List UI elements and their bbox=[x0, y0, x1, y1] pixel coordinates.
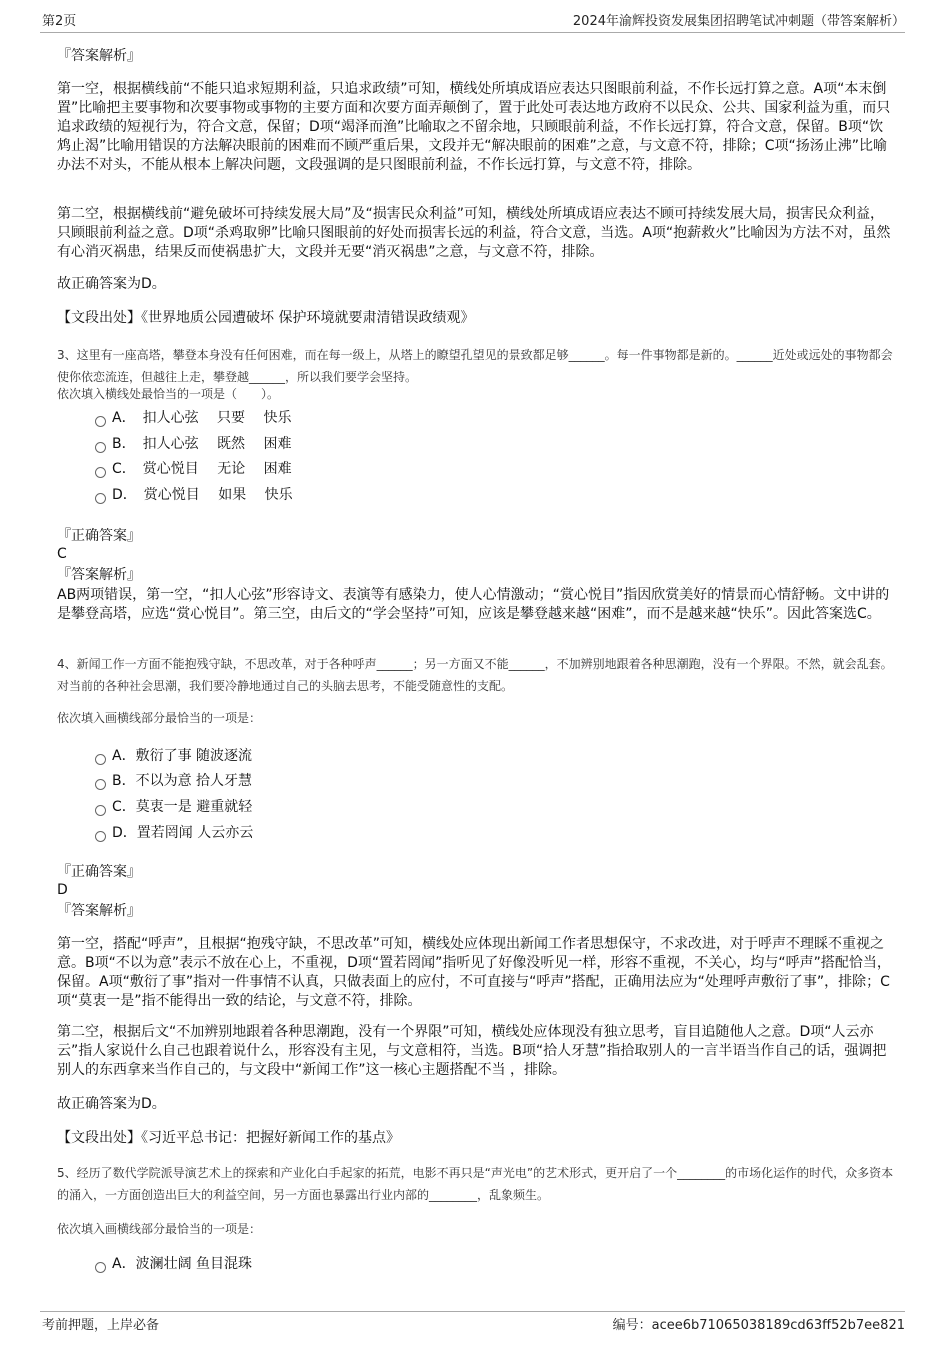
answer-heading: 『正确答案』 bbox=[57, 864, 141, 880]
conclusion: 故正确答案为D。 bbox=[57, 276, 166, 292]
question-prompt: 依次填入横线处最恰当的一项是（ ）。 bbox=[57, 387, 280, 401]
conclusion: 故正确答案为D。 bbox=[57, 1096, 166, 1112]
radio-icon[interactable] bbox=[95, 416, 106, 427]
radio-icon[interactable] bbox=[95, 442, 106, 453]
analysis-heading: 『答案解析』 bbox=[57, 903, 141, 919]
option-b[interactable]: B．不以为意 拾人牙慧 bbox=[95, 771, 252, 791]
footer-slogan: 考前押题，上岸必备 bbox=[42, 1318, 160, 1333]
radio-icon[interactable] bbox=[95, 831, 106, 842]
analysis-heading: 『答案解析』 bbox=[57, 567, 141, 583]
option-c[interactable]: C．莫衷一是 避重就轻 bbox=[95, 797, 252, 817]
option-a[interactable]: A． 扣人心弦 只要 快乐 bbox=[95, 408, 291, 428]
analysis-heading: 『答案解析』 bbox=[57, 48, 141, 64]
answer-heading: 『正确答案』 bbox=[57, 528, 141, 544]
answer: D bbox=[57, 882, 68, 898]
option-b[interactable]: B． 扣人心弦 既然 困难 bbox=[95, 434, 292, 454]
document-title: 2024年渝辉投资发展集团招聘笔试冲刺题（带答案解析） bbox=[572, 14, 905, 29]
option-c[interactable]: C． 赏心悦目 无论 困难 bbox=[95, 459, 292, 479]
analysis-paragraph: 第二空，根据后文“不加辨别地跟着各种思潮跑，没有一个界限”可知，横线处应体现没有独立思考，盲目追随他人之意。D项“人云亦云”指人家说什么自己也跟着说什么，形容没有主见，与文意相符，当选。B项“拾人牙慧”指拾取别人的一言半语当作自己的话，强调把别人的东西拿来当作自己的，与文段中“新闻工作”这一核心主题搭配不当 ，排除。 bbox=[57, 1024, 887, 1078]
question-prompt: 依次填入画横线部分最恰当的一项是： bbox=[57, 711, 262, 725]
radio-icon[interactable] bbox=[95, 493, 106, 504]
question-stem: 3、这里有一座高塔，攀登本身没有任何困难，而在每一级上，从塔上的瞭望孔望见的景致都足够______。每一件事物都是新的。______近处或远处的事物都会使你依恋流连，但越往上走，攀登越______，所以我们要学会坚持。 bbox=[57, 348, 893, 384]
header-divider bbox=[40, 32, 905, 33]
option-d[interactable]: D． 赏心悦目 如果 快乐 bbox=[95, 485, 293, 505]
question-stem: 4、新闻工作一方面不能抱残守缺，不思改革，对于各种呼声______；另一方面又不能______，不加辨别地跟着各种思潮跑，没有一个界限。不然，就会乱套。对当前的各种社会思潮，我们要冷静地通过自己的头脑去思考，不能受随意性的支配。 bbox=[57, 657, 893, 693]
radio-icon[interactable] bbox=[95, 805, 106, 816]
radio-icon[interactable] bbox=[95, 1262, 106, 1273]
radio-icon[interactable] bbox=[95, 467, 106, 478]
question-stem: 5、经历了数代学院派导演艺术上的探索和产业化白手起家的拓荒，电影不再只是“声光电”的艺术形式，更开启了一个________的市场化运作的时代，众多资本的涌入，一方面创造出巨大的利益空间，另一方面也暴露出行业内部的________，乱象频生。 bbox=[57, 1166, 894, 1202]
option-a[interactable]: A．敷衍了事 随波逐流 bbox=[95, 746, 252, 766]
document-id: 编号：acee6b71065038189cd63ff52b7ee821 bbox=[612, 1318, 905, 1333]
source: 【文段出处】《习近平总书记：把握好新闻工作的基点》 bbox=[57, 1130, 400, 1146]
source: 【文段出处】《世界地质公园遭破坏 保护环境就要肃清错误政绩观》 bbox=[57, 310, 475, 326]
analysis-paragraph: 第二空，根据横线前“避免破坏可持续发展大局”及“损害民众利益”可知，横线处所填成语应表达不顾可持续发展大局，损害民众利益，只顾眼前利益之意。D项“杀鸡取卵”比喻只图眼前的好处而损害长远的利益，符合文意，当选。A项“抱薪救火”比喻因为方法不对，虽然有心消灭祸患，结果反而使祸患扩大，文段并无要“消灭祸患”之意，与文意不符，排除。 bbox=[57, 206, 891, 260]
analysis-paragraph: 第一空，根据横线前“不能只追求短期利益，只追求政绩”可知，横线处所填成语应表达只图眼前利益，不作长远打算之意。A项“本末倒置”比喻把主要事物和次要事物或事物的主要方面和次要方面弄颠倒了，置于此处可表达地方政府不以民众、公共、国家利益为重，而只追求政绩的短视行为，符合文意，保留；D项“竭泽而渔”比喻取之不留余地，只顾眼前利益，不作长远打算，符合文意，保留。B项“饮鸩止渴”比喻用错误的方法解决眼前的困难而不顾严重后果，文段并无“解决眼前的困难”之意，与文意不符，排除；C项“扬汤止沸”比喻办法不对头，不能从根本上解决问题，文段强调的是只图眼前利益，不作长远打算，与文意不符，排除。 bbox=[57, 81, 891, 173]
answer: C bbox=[57, 546, 67, 562]
radio-icon[interactable] bbox=[95, 779, 106, 790]
analysis-paragraph: AB两项错误，第一空，“扣人心弦”形容诗文、表演等有感染力，使人心情激动；“赏心悦目”指因欣赏美好的情景而心情舒畅。文中讲的是攀登高塔，应选“赏心悦目”。第三空，由后文的“学会坚持”可知，应该是攀登越来越“困难”，而不是越来越“快乐”。因此答案选C。 bbox=[57, 587, 890, 622]
radio-icon[interactable] bbox=[95, 754, 106, 765]
footer-divider bbox=[40, 1311, 905, 1312]
analysis-paragraph: 第一空，搭配“呼声”，且根据“抱残守缺，不思改革”可知，横线处应体现出新闻工作者思想保守，不求改进，对于呼声不理睬不重视之意。B项“不以为意”表示不放在心上，不重视，D项“置若罔闻”指听见了好像没听见一样，形容不重视，不关心，均与“呼声”搭配恰当，保留。A项“敷衍了事”指对一件事情不认真，只做表面上的应付，不可直接与“呼声”搭配，正确用法应为“处理呼声敷衍了事”，排除；C项“莫衷一是”指不能得出一致的结论，与文意不符，排除。 bbox=[57, 936, 891, 1009]
option-d[interactable]: D．置若罔闻 人云亦云 bbox=[95, 823, 253, 843]
page-number: 第2页 bbox=[42, 14, 77, 29]
option-a[interactable]: A．波澜壮阔 鱼目混珠 bbox=[95, 1254, 252, 1274]
question-prompt: 依次填入画横线部分最恰当的一项是： bbox=[57, 1222, 262, 1236]
